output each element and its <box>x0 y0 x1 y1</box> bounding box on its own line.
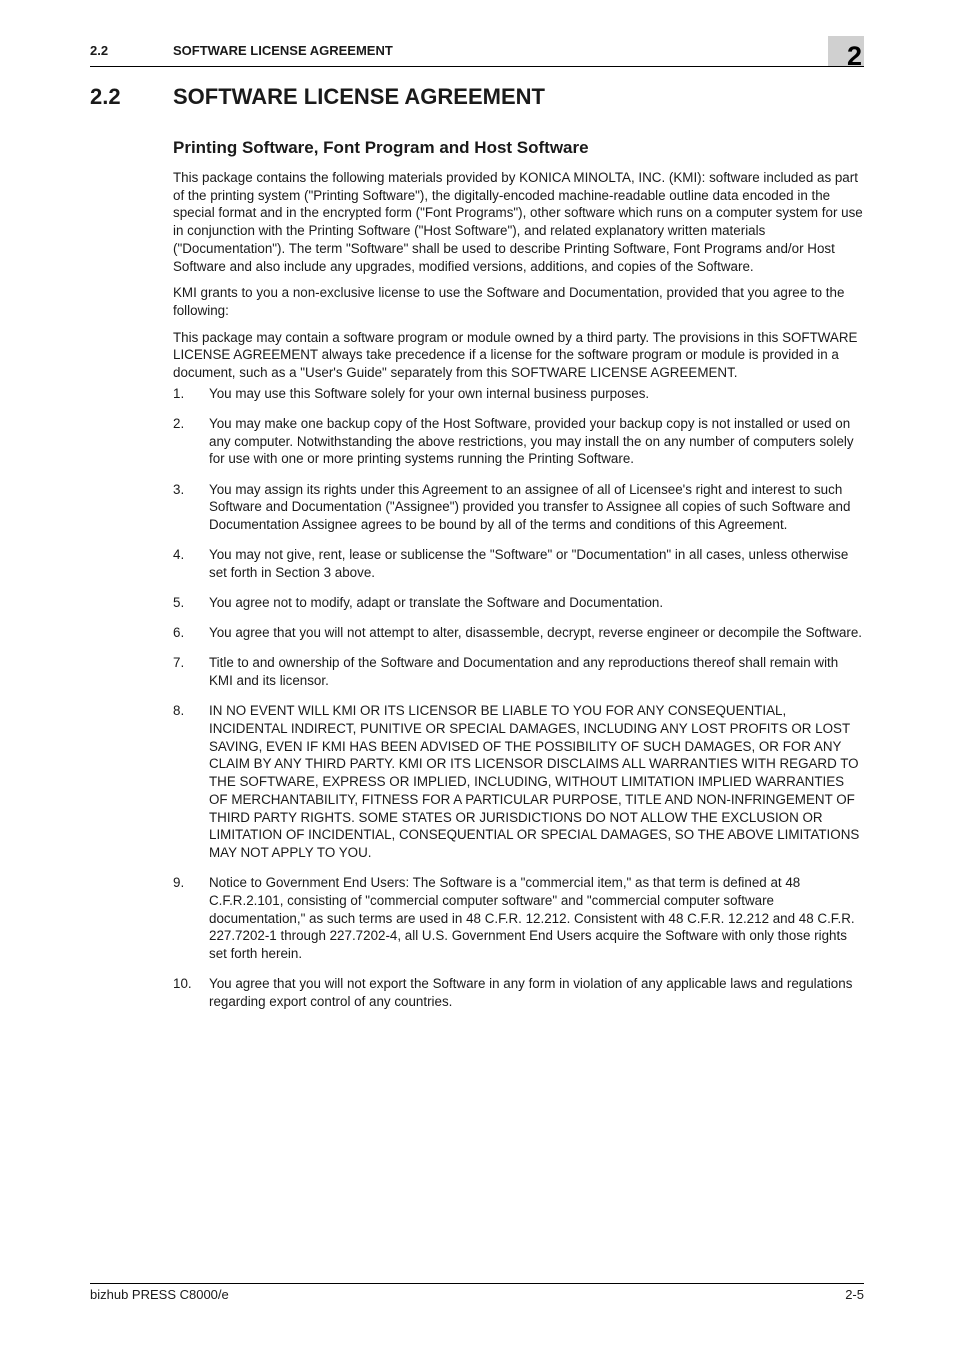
list-item <box>173 415 865 468</box>
list-item-number: 6. <box>173 625 185 641</box>
list-item-text: You may not give, rent, lease or sublicense the "Software" or "Documentation" in all cases, unless otherwise set forth in Section 3 above. <box>209 547 849 580</box>
list-item-number: 2. <box>173 415 185 431</box>
list-item-text: You may make one backup copy of the Host Software, provided your backup copy is not installed or used on any computer. Notwithstanding the above restrictions, you may install the on any number of computers solely for use with one or more printing systems running the Printing Software. <box>209 415 854 467</box>
list-item <box>173 385 865 403</box>
list-item-number: 1. <box>173 385 185 401</box>
list-item <box>173 702 865 861</box>
footer-page-number: 2-5 <box>845 1287 864 1302</box>
list-item <box>173 624 865 642</box>
list-item-number: 10. <box>173 976 192 992</box>
footer-product-name: bizhub PRESS C8000/e <box>90 1287 229 1302</box>
header-section-title: SOFTWARE LICENSE AGREEMENT <box>173 43 393 58</box>
document-body <box>173 169 865 1023</box>
license-terms-list <box>173 385 865 1011</box>
list-item-number: 9. <box>173 875 185 891</box>
list-item-text: IN NO EVENT WILL KMI OR ITS LICENSOR BE LIABLE TO YOU FOR ANY CONSEQUENTIAL, INCIDENTAL INDIRECT, PUNITIVE OR SPECIAL DAMAGES, INCLUDING ANY LOST PROFITS OR LOST SAVING, EVEN IF KMI HAS BEEN ADVISED OF THE POSSIBILITY OF SUCH DAMAGES, OR FOR ANY CLAIM BY ANY THIRD PARTY. KMI OR ITS LICENSOR DISCLAIMS ALL WARRANTIES WITH REGARD TO THE SOFTWARE, EXPRESS OR IMPLIED, INCLUDING, WITHOUT LIMITATION IMPLIED WARRANTIES OF MERCHANTABILITY, FITNESS FOR A PARTICULAR PURPOSE, TITLE AND NON-INFRINGEMENT OF THIRD PARTY RIGHTS. SOME STATES OR JURISDICTIONS DO NOT ALLOW THE EXCLUSION OR LIMITATION OF INCIDENTIAL, CONSEQUENTIAL OR SPECIAL DAMAGES, SO THE ABOVE LIMITATIONS MAY NOT APPLY TO YOU. <box>209 703 860 860</box>
list-item <box>173 481 865 534</box>
chapter-number: 2 <box>846 41 862 71</box>
list-item <box>173 546 865 581</box>
list-item <box>173 975 865 1010</box>
list-item-number: 4. <box>173 547 185 563</box>
list-item-text: You agree not to modify, adapt or translate the Software and Documentation. <box>209 595 664 611</box>
list-item-text: Notice to Government End Users: The Software is a "commercial item," as that term is defined at 48 C.F.R.2.101, consisting of "commercial computer software" and "commercial computer software documentation," as such terms are used in 48 C.F.R. 12.212. Consistent with 48 C.F.R. 12.212 and 48 C.F.R. 227.7202-1 through 227.7202-4, all U.S. Government End Users acquire the Software with only those rights set forth herein. <box>209 875 855 962</box>
list-item-number: 5. <box>173 595 185 611</box>
list-item-number: 8. <box>173 703 185 719</box>
list-item <box>173 654 865 689</box>
list-item <box>173 874 865 963</box>
list-item-text: You may use this Software solely for your own internal business purposes. <box>209 385 650 401</box>
chapter-tab <box>828 36 864 71</box>
section-heading-number: 2.2 <box>90 84 121 109</box>
section-heading <box>90 84 545 110</box>
list-item-text: You agree that you will not export the Software in any form in violation of any applicable laws and regulations regarding export control of any countries. <box>209 976 853 1009</box>
list-item-text: You may assign its rights under this Agreement to an assignee of all of Licensee's right and interest to such Software and Documentation ("Assignee") provided you transfer to Assignee all copies of such Software and Documentation Assignee agrees to be bound by all of the terms and conditions of this Agreement. <box>209 481 851 532</box>
paragraph: KMI grants to you a non-exclusive license to use the Software and Documentation, provided that you agree to the following: <box>173 285 845 318</box>
list-item-number: 3. <box>173 481 185 497</box>
paragraph: This package contains the following materials provided by KONICA MINOLTA, INC. (KMI): software included as part of the printing system ("Printing Software"), the digitally-encoded machine-readable outline data encoded in the special format and in the encrypted form ("Font Programs"), other software which runs on a computer system for use in conjunction with the Printing Software ("Host Software"), and related explanatory written materials ("Documentation"). The term "Software" shall be used to describe Printing Software, Font Programs and/or Host Software and also include any upgrades, modified versions, additions, and copies of the Software. <box>173 170 863 274</box>
running-header <box>90 42 864 67</box>
subsection-heading: Printing Software, Font Program and Host Software <box>173 138 589 157</box>
list-item-text: You agree that you will not attempt to alter, disassemble, decrypt, reverse engineer or decompile the Software. <box>209 625 863 641</box>
page-footer <box>90 1283 864 1302</box>
paragraph: This package may contain a software program or module owned by a third party. The provisions in this SOFTWARE LICENSE AGREEMENT always take precedence if a license for the software program or module is provided in a document, such as a "User's Guide" separately from this SOFTWARE LICENSE AGREEMENT. <box>173 329 858 381</box>
section-heading-title: SOFTWARE LICENSE AGREEMENT <box>173 84 545 109</box>
list-item <box>173 594 865 612</box>
list-item-number: 7. <box>173 655 185 671</box>
list-item-text: Title to and ownership of the Software and Documentation and any reproductions thereof shall remain with KMI and its licensor. <box>209 655 839 689</box>
header-section-number: 2.2 <box>90 43 109 58</box>
